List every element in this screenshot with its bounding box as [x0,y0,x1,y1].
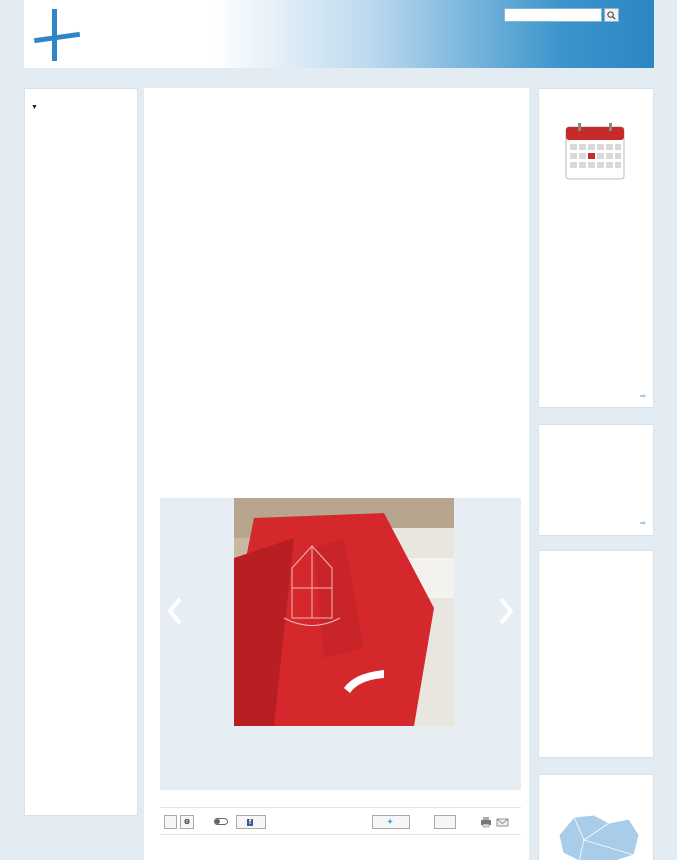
twitter-icon: ✦ [387,819,393,826]
archive-nav [25,100,137,114]
left-sidebar [24,88,138,816]
termine-title[interactable] [539,89,653,96]
facebook-icon: f [248,818,252,826]
slider-prev-icon[interactable] [166,596,184,626]
social-toggle[interactable] [214,818,228,825]
gottesdienste-more-link[interactable] [640,519,646,527]
facebook-like-button[interactable] [236,815,266,829]
cross-logo-icon[interactable] [34,9,80,61]
search-input[interactable] [504,8,602,22]
top-links [546,50,552,60]
gear-icon: ⚙ [183,819,191,826]
print-icon[interactable] [480,816,492,830]
tweet-button[interactable] [372,815,410,829]
kirchengemeinden-box [538,774,654,860]
main-content [144,88,529,860]
settings-button[interactable] [180,815,194,829]
termine-more-link[interactable] [640,392,646,400]
neu-box [538,550,654,758]
parish-map-icon[interactable] [549,805,645,860]
toggle-knob [215,819,220,824]
slider-next-icon[interactable] [497,596,515,626]
slide-image [234,498,454,726]
search-icon [607,11,616,20]
calendar-icon[interactable] [564,123,626,181]
arrow-right-icon: ⇨ [640,393,646,400]
gottesdienste-title[interactable] [539,425,653,432]
gottesdienste-box [538,424,654,536]
email-icon[interactable] [496,816,509,830]
sidebar-item-nachrichten-archiv[interactable] [31,100,137,114]
image-slider [160,498,521,790]
search-button[interactable] [604,8,619,22]
triangle-down-icon: ▼ [31,104,38,111]
scarf-photo [234,498,454,726]
google-plus-button[interactable] [434,815,456,829]
arrow-right-icon: ⇨ [640,520,646,527]
info-button[interactable] [164,815,177,829]
share-bar [160,807,521,835]
neu-title[interactable] [539,551,653,558]
site-header [24,0,654,68]
kirchengemeinden-title[interactable] [539,775,653,782]
termine-box [538,88,654,408]
